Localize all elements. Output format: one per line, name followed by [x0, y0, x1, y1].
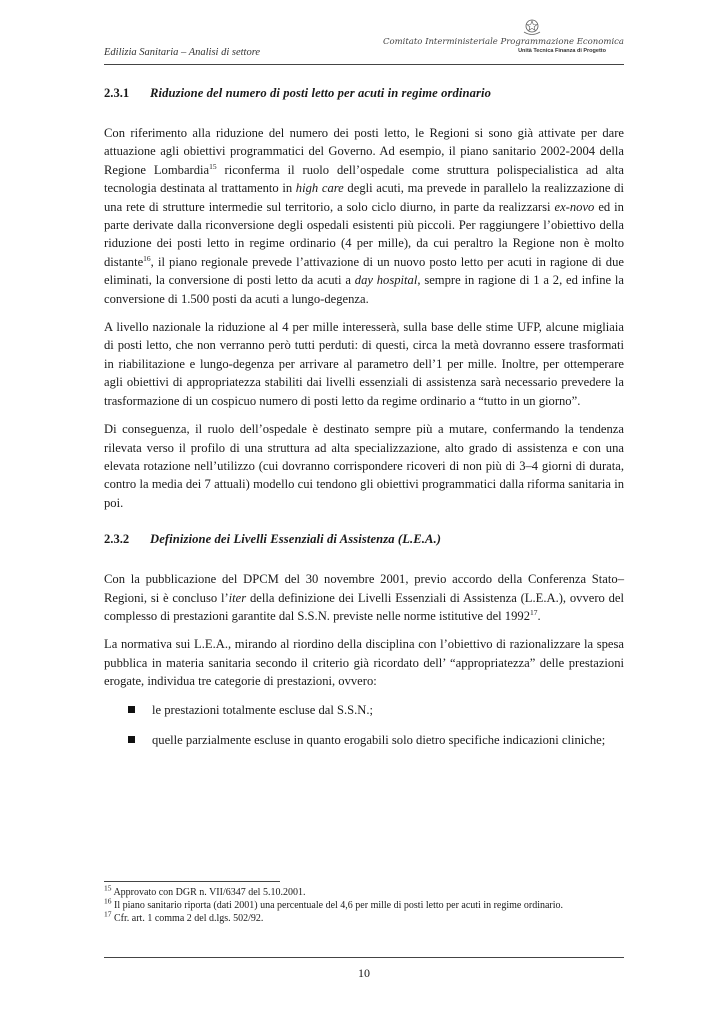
footnote-text: Il piano sanitario riporta (dati 2001) una percentuale del 4,6 per mille di posti letto per acuti in regime ordinario.	[111, 900, 564, 911]
text-run: , sempre in ragione di 1 a 2, ed infine la conversione di 1.500 posti da acuti a lungo-degenza.	[104, 273, 625, 306]
page-header	[104, 22, 624, 64]
text-run: , il piano regionale prevede l’attivazione di un nuovo posto letto per acuti in ragione di due eliminati, la conversione di posti letto da acuti a	[104, 254, 624, 288]
footnote-text: Cfr. art. 1 comma 2 del d.lgs. 502/92.	[111, 913, 264, 924]
paragraph	[104, 570, 624, 625]
paragraph: Di conseguenza, il ruolo dell’ospedale è destinato sempre più a mutare, confermando la tendenza rilevata verso il profilo di una struttura ad alta specializzazione, alto grado di assistenza e con una elevata rotazione nell’utilizzo (cui dovranno corrispondere ricoveri di non più di 3–4 giorni di durata, contro la media dei 7 attuali) modello cui tendono gli obiettivi programmatici dalla riforma sanitaria in poi.	[104, 422, 624, 510]
republic-emblem-icon	[520, 18, 544, 36]
header-unit: Unità Tecnica Finanza di Progetto	[518, 48, 606, 54]
text-run: degli acuti, ma prevede in parallelo la realizzazione di una rete di strutture intermedie sul territorio, a solo ciclo diurno, in parte da realizzarsi	[104, 181, 624, 214]
footnote-mark: 15	[104, 883, 112, 893]
footnote-15	[104, 883, 624, 899]
text-run: Con riferimento alla riduzione del numero dei posti letto, le Regioni si sono già attivate per dare attuazione agli obiettivi programmatici del Governo. Ad esempio, il piano sanitario 2002-2004 della Regione Lombardia	[104, 126, 624, 177]
text-run: ed in parte derivate dalla riconversione degli ospedali esistenti più piccoli. Per raggiungere l’obiettivo della riduzione dei posti letto in regime ordinario (4 per mille), da cui peraltro la Regione non è molto distante	[104, 199, 624, 269]
paragraph: A livello nazionale la riduzione al 4 per mille interesserà, sulla base delle stime UFP, alcune migliaia di posti letto, che non verranno però tutti perduti: di questi, circa la metà dovranno essere trasformati in riabilitazione e lungo-degenza per arrivare al parametro dell’1 per mille. Inoltre, per ottemperare agli obiettivi di appropriatezza stabiliti dai livelli essenziali di assistenza sarà necessario prevedere la trasformazione di un cospicuo numero di posti letto da regime ordinario a “tutto in un giorno”.	[104, 320, 624, 408]
header-divider	[104, 64, 624, 65]
italic-term: day hospital	[354, 273, 418, 288]
text-run: della definizione dei Livelli Essenziali di Assistenza (L.E.A.), ovvero del complesso di prestazioni garantite dal S.S.N. previste nelle norme istitutive del 1992	[104, 590, 625, 623]
footnote-17	[104, 909, 624, 925]
footnote-divider	[104, 881, 280, 882]
section-title: Riduzione del numero di posti letto per acuti in regime ordinario	[150, 86, 491, 100]
bullet-list	[104, 701, 624, 750]
footnote-ref-17[interactable]: 17	[530, 607, 538, 617]
paragraph: La normativa sui L.E.A., mirando al riordino della disciplina con l’obiettivo di razionalizzare la spesa pubblica in materia sanitaria secondo il criterio già ricordato dell’ “appropriatezza” delle prestazioni erogate, individua tre categorie di prestazioni, ovvero:	[104, 637, 624, 689]
footnote-16	[104, 896, 624, 912]
footer-divider	[104, 957, 624, 958]
header-logo-block	[382, 18, 624, 58]
page-body	[104, 84, 624, 761]
header-organization: Comitato Interministeriale Programmazione Economica	[382, 37, 624, 47]
footnote-ref-16[interactable]: 16	[143, 253, 151, 263]
footnotes	[104, 883, 624, 925]
text-run: .	[537, 608, 541, 623]
list-item	[128, 701, 624, 719]
page-number: 10	[358, 966, 370, 980]
section-heading-2-3-1	[104, 84, 624, 102]
footnote-mark: 16	[104, 896, 112, 906]
paragraph	[104, 124, 624, 308]
header-title: Edilizia Sanitaria – Analisi di settore	[104, 47, 261, 58]
text-run: riconferma il ruolo dell’ospedale come struttura polispecialistica ad alta tecnologia destinata al trattamento in	[104, 162, 624, 196]
section-number: 2.3.2	[104, 532, 130, 547]
list-item-text: quelle parzialmente escluse in quanto erogabili solo dietro specifiche indicazioni cliniche;	[152, 732, 606, 747]
text-run: Con la pubblicazione del DPCM del 30 novembre 2001, previo accordo della Conferenza Stato–Regioni, si è concluso l’	[104, 572, 624, 605]
section-title: Definizione dei Livelli Essenziali di Assistenza (L.E.A.)	[150, 532, 442, 547]
italic-term: high care	[295, 181, 344, 196]
list-item	[128, 731, 624, 749]
square-bullet-icon	[128, 736, 135, 743]
footnote-text: Approvato con DGR n. VII/6347 del 5.10.2001.	[111, 887, 306, 898]
section-heading-2-3-2	[104, 530, 624, 548]
footnote-ref-15[interactable]: 15	[209, 161, 217, 171]
section-number: 2.3.1	[104, 86, 130, 100]
square-bullet-icon	[128, 706, 135, 713]
list-item-text: le prestazioni totalmente escluse dal S.S.N.;	[152, 702, 374, 717]
footnote-mark: 17	[104, 909, 112, 919]
italic-term: iter	[228, 590, 247, 605]
italic-term: ex-novo	[554, 199, 595, 214]
